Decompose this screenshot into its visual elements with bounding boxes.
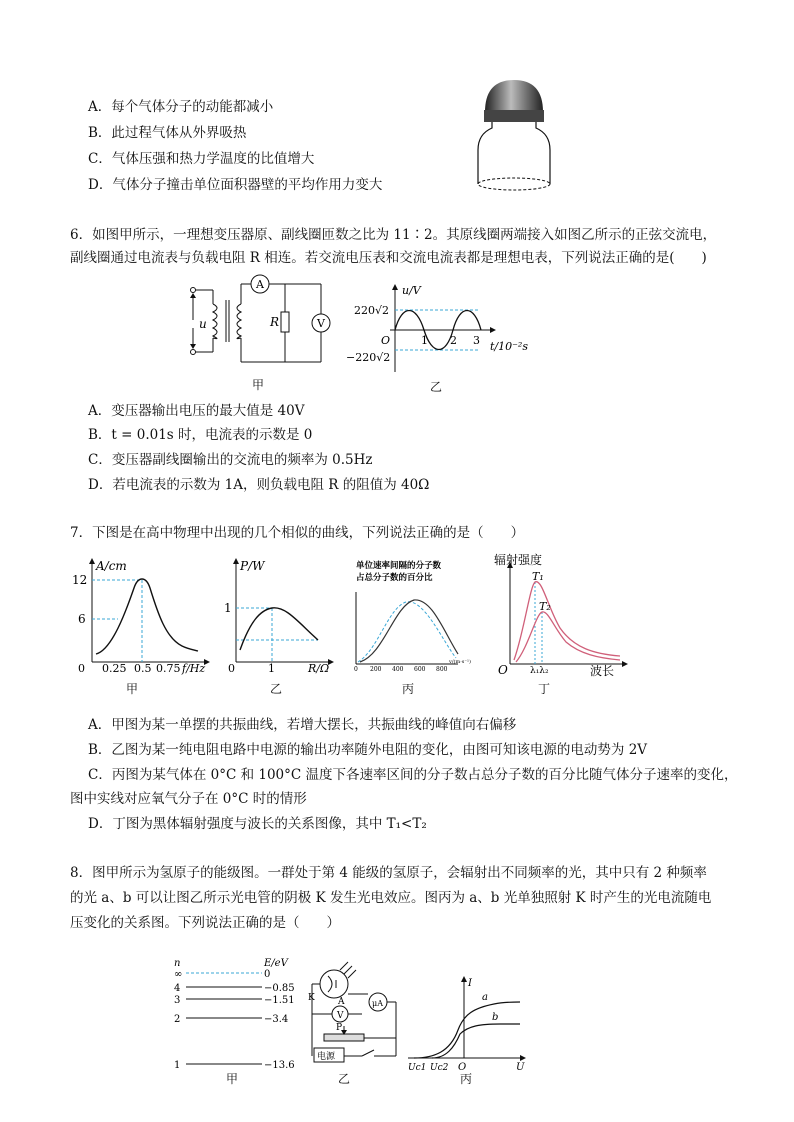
q6-voltmeter-label: V [317,317,325,330]
q8-level-inf-e: 0 [264,969,271,980]
q8-uc2-label: Uc2 [430,1063,449,1073]
q6-x-tick-2: 2 [450,334,457,347]
q8-source-label: 电源 [317,1052,336,1062]
q7-ding-y-axis: 辐射强度 [494,553,543,567]
q6-y-axis-label: u/V [402,284,421,297]
q6-x-tick-3: 3 [473,334,480,347]
q5-option-b: B．此过程气体从外界吸热 [88,125,247,141]
q7-yi-x-axis: R/Ω [308,662,330,675]
q7-jia-y-tick-12: 12 [72,573,88,587]
q6-origin-label: O [381,334,391,347]
q8-microammeter-label: μA [372,999,383,1008]
q7-jia-y-tick-6: 6 [78,612,86,626]
q6-sine-graph [340,282,540,377]
q7-fig-bing-caption: 丙 [402,682,415,696]
q7-jia-y-axis: A/cm [96,559,127,573]
q7-bing-x-unit: v/(m·s⁻¹) [449,659,471,665]
q6-option-c: C．变压器副线圈输出的交流电的频率为 0.5Hz [88,452,373,468]
q6-x-axis-label: t/10⁻²s [490,340,528,353]
q7-bing-title-2: 占总分子数的百分比 [356,573,433,583]
q6-option-a: A．变压器输出电压的最大值是 40V [88,403,305,419]
q5-option-c: C．气体压强和热力学温度的比值增大 [88,151,315,167]
q6-y-top-label: 220√2 [354,304,390,317]
q6-u-label: u [199,317,207,331]
q7-yi-x-tick: 1 [268,662,275,675]
q7-ding-x-axis: 波长 [590,664,615,678]
q7-yi-y-axis: P/W [240,559,265,573]
q8-p-label: P [336,1023,343,1033]
q5-bottle-figure [470,72,560,197]
q8-n-label: n [174,958,181,969]
q7-ding-origin: O [498,663,508,677]
q6-fig-jia-caption: 甲 [252,378,265,392]
q8-stem-line2: 的光 a、b 可以让图乙所示光电管的阴极 K 发生光电效应。图丙为 a、b 光单独照射 K 时产生的光电流随电 [70,890,712,906]
q6-stem-line1: 6．如图甲所示，一理想变压器原、副线圈匝数之比为 11∶2。其原线圈两端接入如图乙所示的正弦交流电， [70,227,717,243]
q8-stem-line3: 压变化的关系图。下列说法正确的是（ ） [70,915,340,931]
q8-k-label: K [308,993,315,1003]
q8-energy-level-diagram [170,954,300,1074]
q6-resistor-label: R [270,315,280,329]
q7-bing-title-1: 单位速率间隔的分子数 [356,561,442,571]
q8-fig-yi-caption: 乙 [338,1072,351,1086]
q8-level-4-n: 4 [174,983,181,994]
q7-fig-ding-caption: 丁 [538,682,551,696]
q8-level-1-e: −13.6 [264,1060,295,1071]
q7-ding-t2: T₂ [539,600,551,613]
q7-bing-x-tick-800: 800 [436,666,448,673]
q7-jia-x-tick-075: 0.75 [156,662,181,675]
q6-option-d: D．若电流表的示数为 1A，则负载电阻 R 的阻值为 40Ω [88,477,430,493]
q7-bing-x-tick-200: 200 [370,666,382,673]
q8-fig-bing-caption: 丙 [460,1072,473,1086]
q6-y-bottom-label: −220√2 [346,351,391,364]
q8-fig-jia-caption: 甲 [226,1072,239,1086]
q7-jia-x-tick-05: 0.5 [134,662,152,675]
q7-fig-yi-caption: 乙 [270,682,283,696]
q7-option-c-cont: 图中实线对应氧气分子在 0°C 时的情形 [70,791,307,807]
q6-stem-line2: 副线圈通过电流表与负载电阻 R 相连。若交流电压表和交流电流表都是理想电表，下列说法正确的是( ) [70,250,707,266]
q7-resonance-graph [70,556,220,674]
q8-curve-a-label: a [482,992,488,1003]
q8-anode-label: A [338,997,345,1007]
q8-level-3-e: −1.51 [264,995,295,1006]
q7-bing-x-tick-0: 0 [354,666,358,673]
q7-yi-y-tick: 1 [224,601,232,615]
q8-level-4-e: −0.85 [264,983,295,994]
q8-level-1-n: 1 [174,1060,181,1071]
q6-ammeter-label: A [256,278,264,291]
q7-option-d: D．丁图为黑体辐射强度与波长的关系图像，其中 T₁<T₂ [88,816,427,832]
q7-jia-x-tick-025: 0.25 [102,662,127,675]
q5-option-a: A．每个气体分子的动能都减小 [88,99,274,115]
q7-bing-x-tick-600: 600 [414,666,426,673]
q8-level-2-e: −3.4 [264,1014,289,1025]
q8-photocell-circuit [302,960,402,1070]
q8-i-axis-label: I [468,978,472,989]
q8-e-label: E/eV [264,958,288,969]
q8-level-inf-n: ∞ [174,969,183,980]
q7-option-c: C．丙图为某气体在 0°C 和 100°C 温度下各速率区间的分子数占总分子数的百分比随气体分子速率的变化， [88,767,738,783]
q7-option-b: B．乙图为某一纯电阻电路中电源的输出功率随外电阻的变化，由图可知该电源的电动势为 2V [88,742,648,758]
q7-fig-jia-caption: 甲 [126,682,139,696]
q8-voltmeter-label: V [337,1011,344,1021]
q7-maxwell-graph [348,558,471,673]
q8-origin-label: O [458,1062,467,1073]
q7-bing-x-tick-400: 400 [392,666,404,673]
q8-stem-line1: 8．图甲所示为氢原子的能级图。一群处于第 4 能级的氢原子，会辐射出不同频率的光，其中只有 2 种频率 [70,865,707,881]
q7-blackbody-graph [494,552,634,676]
q7-jia-origin: 0 [78,662,85,675]
q8-photocurrent-graph [404,974,534,1074]
q7-ding-t1: T₁ [532,570,544,583]
q6-x-tick-1: 1 [421,334,428,347]
q8-u-axis-label: U [516,1062,525,1073]
q6-fig-yi-caption: 乙 [430,380,443,394]
q7-yi-origin: 0 [228,662,235,675]
q7-ding-lambda: λ₁λ₂ [530,666,549,676]
q7-jia-x-axis: f/Hz [182,662,206,675]
q7-power-graph [222,556,342,674]
q6-transformer-circuit [185,272,335,372]
q8-uc1-label: Uc1 [408,1063,427,1073]
q7-stem: 7．下图是在高中物理中出现的几个相似的曲线，下列说法正确的是（ ） [70,525,525,541]
q8-level-3-n: 3 [174,995,181,1006]
q8-curve-b-label: b [492,1012,499,1023]
q5-option-d: D．气体分子撞击单位面积器壁的平均作用力变大 [88,177,383,193]
q6-option-b: B．t = 0.01s 时，电流表的示数是 0 [88,427,313,443]
q7-option-a: A．甲图为某一单摆的共振曲线，若增大摆长，共振曲线的峰值向右偏移 [88,717,517,733]
q8-level-2-n: 2 [174,1014,181,1025]
